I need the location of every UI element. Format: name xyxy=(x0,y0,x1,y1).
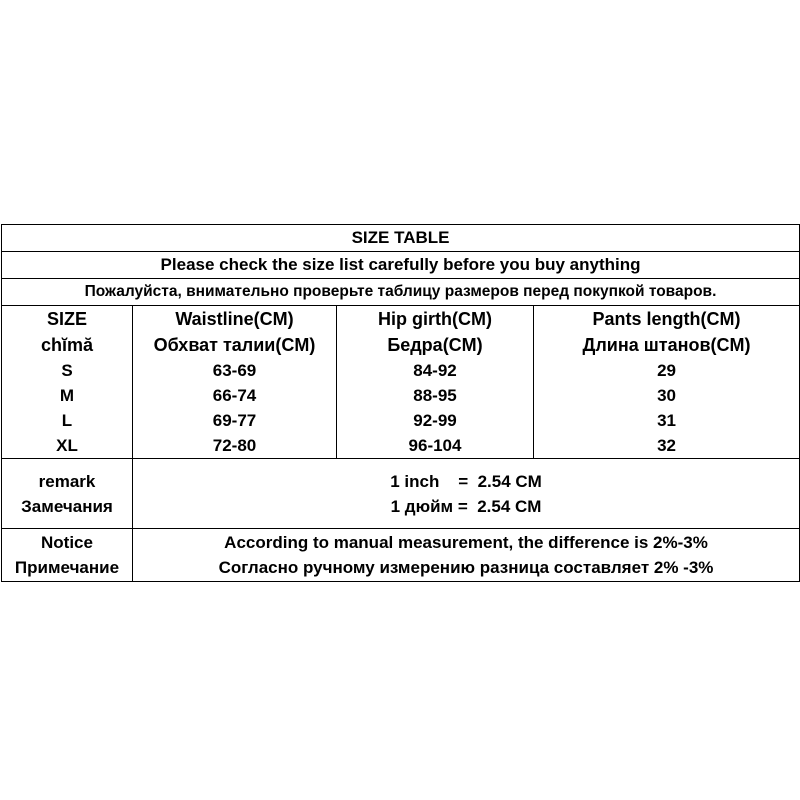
remark-label xyxy=(2,459,133,529)
remark-content xyxy=(133,459,800,529)
table-title: SIZE TABLE xyxy=(2,225,800,252)
cell-waistline: 69-77 xyxy=(133,408,337,433)
notice-label xyxy=(2,529,133,582)
notice-content xyxy=(133,529,800,582)
cell-size: M xyxy=(2,383,133,408)
cell-hip-girth: 92-99 xyxy=(337,408,534,433)
table-row xyxy=(2,433,800,459)
cell-pants-length: 31 xyxy=(534,408,800,433)
cell-pants-length: 32 xyxy=(534,433,800,459)
notice-label-russian: Примечание xyxy=(14,558,120,577)
cell-waistline: 72-80 xyxy=(133,433,337,459)
header-row-english xyxy=(2,306,800,333)
remark-row xyxy=(2,459,800,529)
cell-pants-length: 29 xyxy=(534,358,800,383)
notice-row xyxy=(2,529,800,582)
cell-size: S xyxy=(2,358,133,383)
header-waistline-alt: Обхват талии(CM) xyxy=(133,332,337,358)
size-table xyxy=(1,224,800,582)
header-pants-length-alt: Длина штанов(CM) xyxy=(534,332,800,358)
cell-size: L xyxy=(2,408,133,433)
cell-size: XL xyxy=(2,433,133,459)
notice-text-russian: Согласно ручному измерению разница составляет 2% -3% xyxy=(218,558,714,577)
cell-pants-length: 30 xyxy=(534,383,800,408)
header-size: SIZE xyxy=(2,306,133,333)
subtitle-russian: Пожалуйста, внимательно проверьте таблицу размеров перед покупкой товаров. xyxy=(2,279,800,306)
table-row xyxy=(2,408,800,433)
cell-hip-girth: 88-95 xyxy=(337,383,534,408)
remark-inch-conversion-russian: 1 дюйм = 2.54 CM xyxy=(390,496,542,516)
cell-hip-girth: 84-92 xyxy=(337,358,534,383)
remark-label-russian: Замечания xyxy=(21,496,113,516)
header-size-alt: chĭmă xyxy=(2,332,133,358)
table-row xyxy=(2,358,800,383)
cell-waistline: 63-69 xyxy=(133,358,337,383)
notice-label-english: Notice xyxy=(41,533,93,552)
header-hip-girth: Hip girth(CM) xyxy=(337,306,534,333)
header-waistline: Waistline(CM) xyxy=(133,306,337,333)
subtitle-english: Please check the size list carefully before you buy anything xyxy=(2,252,800,279)
remark-inch-conversion: 1 inch = 2.54 CM xyxy=(390,471,542,491)
header-pants-length: Pants length(CM) xyxy=(534,306,800,333)
remark-label-english: remark xyxy=(38,471,96,491)
header-row-alt xyxy=(2,332,800,358)
header-hip-girth-alt: Бедра(CM) xyxy=(337,332,534,358)
cell-waistline: 66-74 xyxy=(133,383,337,408)
table-row xyxy=(2,383,800,408)
notice-text-english: According to manual measurement, the difference is 2%-3% xyxy=(224,533,708,552)
cell-hip-girth: 96-104 xyxy=(337,433,534,459)
